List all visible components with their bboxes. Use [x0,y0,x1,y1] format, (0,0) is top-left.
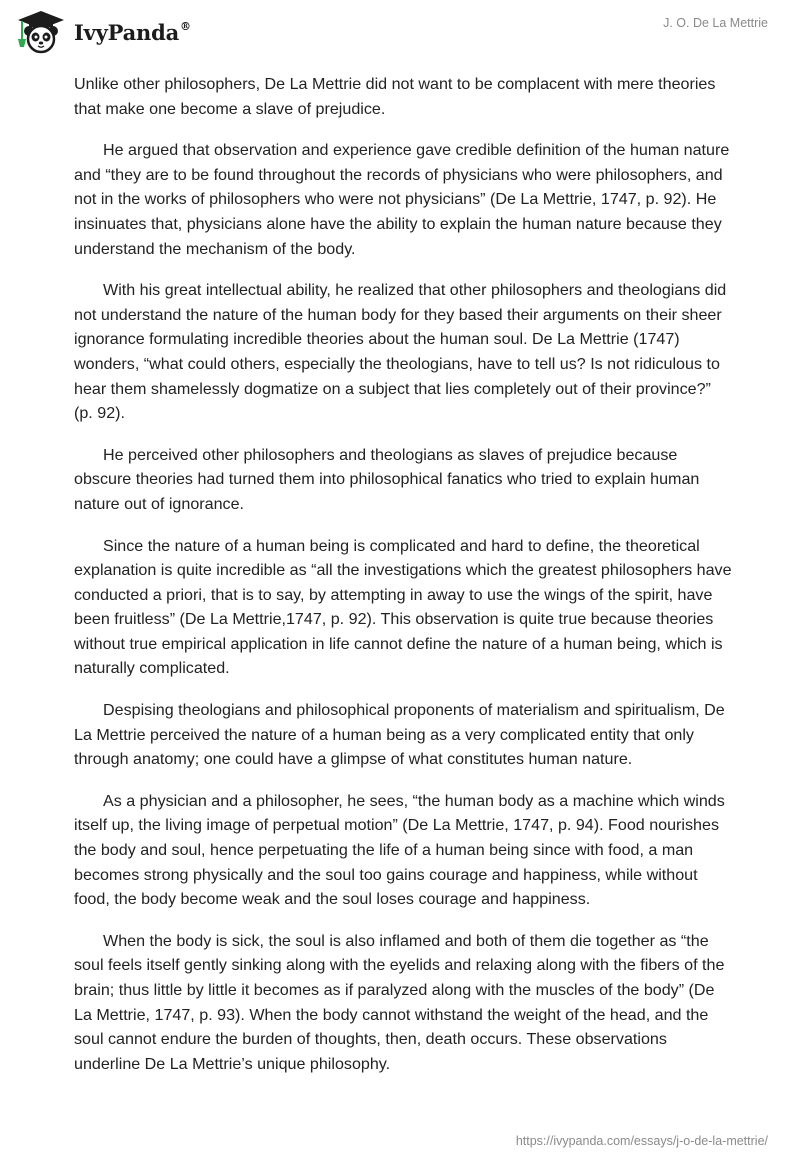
logo-name: IvyPanda [74,19,180,45]
ivypanda-logo[interactable] [14,8,191,56]
paragraph-6: Despising theologians and philosophical proponents of materialism and spiritualism, De La Mettrie perceived the nature of a human being as a very complicated entity that only through anatomy; one could have a glimpse of what constitutes human nature. [74,701,725,769]
panda-graduate-icon [14,9,68,55]
paragraph-3: With his great intellectual ability, he realized that other philosophers and theologians did not understand the nature of the human body for they based their arguments on their sheer ignorance formulating incredible theories about the human soul. De La Mettrie (1747) wonders, “what could others, especially the theologians, have to tell us? Is not ridiculous to hear them shamelessly dogmatize on a subject that lies completely out of their province?” (p. 92). [74,281,727,423]
paragraph-2: He argued that observation and experience gave credible definition of the human nature and “they are to be found throughout the records of physicians who were philosophers, and not in the works of philosophers who were not physicians” (De La Mettrie, 1747, p. 92). He insinuates that, physicians alone have the ability to explain the human nature because they understand the mechanism of the body. [74,141,730,258]
registered-mark: ® [180,19,191,33]
source-url[interactable]: https://ivypanda.com/essays/j-o-de-la-mettrie/ [515,1134,768,1148]
paragraph-8: When the body is sick, the soul is also inflamed and both of them die together as “the soul feels itself gently sinking along with the eyelids and relaxing along with the fibers of the brain; thus little by little it becomes as if paralyzed along with the muscles of the body” (De La Mettrie, 1747, p. 93). When the body cannot withstand the weight of the head, and the soul cannot endure the burden of thoughts, then, death occurs. These observations underline De La Mettrie’s unique philosophy. [74,931,725,1073]
paragraph-5: Since the nature of a human being is complicated and hard to define, the theoretical explanation is quite incredible as “all the investigations which the greatest philosophers have conducted a priori, that is to say, by attempting in away to use the wings of the spirit, have been fruitless” (De La Mettrie,1747, p. 92). This observation is quite true because theories without true empirical application in life cannot define the nature of a human being, which is naturally complicated. [74,536,732,678]
paragraph-4: He perceived other philosophers and theologians as slaves of prejudice because obscure theories had turned them into philosophical fanatics who tried to explain human nature out of ignorance. [74,445,700,513]
essay-body [74,72,734,1093]
logo-wordmark [74,20,191,45]
page-header [0,0,800,70]
paragraph-1: Unlike other philosophers, De La Mettrie did not want to be complacent with mere theories that make one become a slave of prejudice. [74,75,716,118]
paragraph-7: As a physician and a philosopher, he sees, “the human body as a machine which winds itself up, the living image of perpetual motion” (De La Mettrie, 1747, p. 94). Food nourishes the body and soul, hence perpetuating the life of a human being since with food, a man becomes strong physically and the soul too gains courage and happiness, while without food, the body become weak and the soul loses courage and happiness. [74,791,725,909]
running-head: J. O. De La Mettrie [663,16,768,30]
